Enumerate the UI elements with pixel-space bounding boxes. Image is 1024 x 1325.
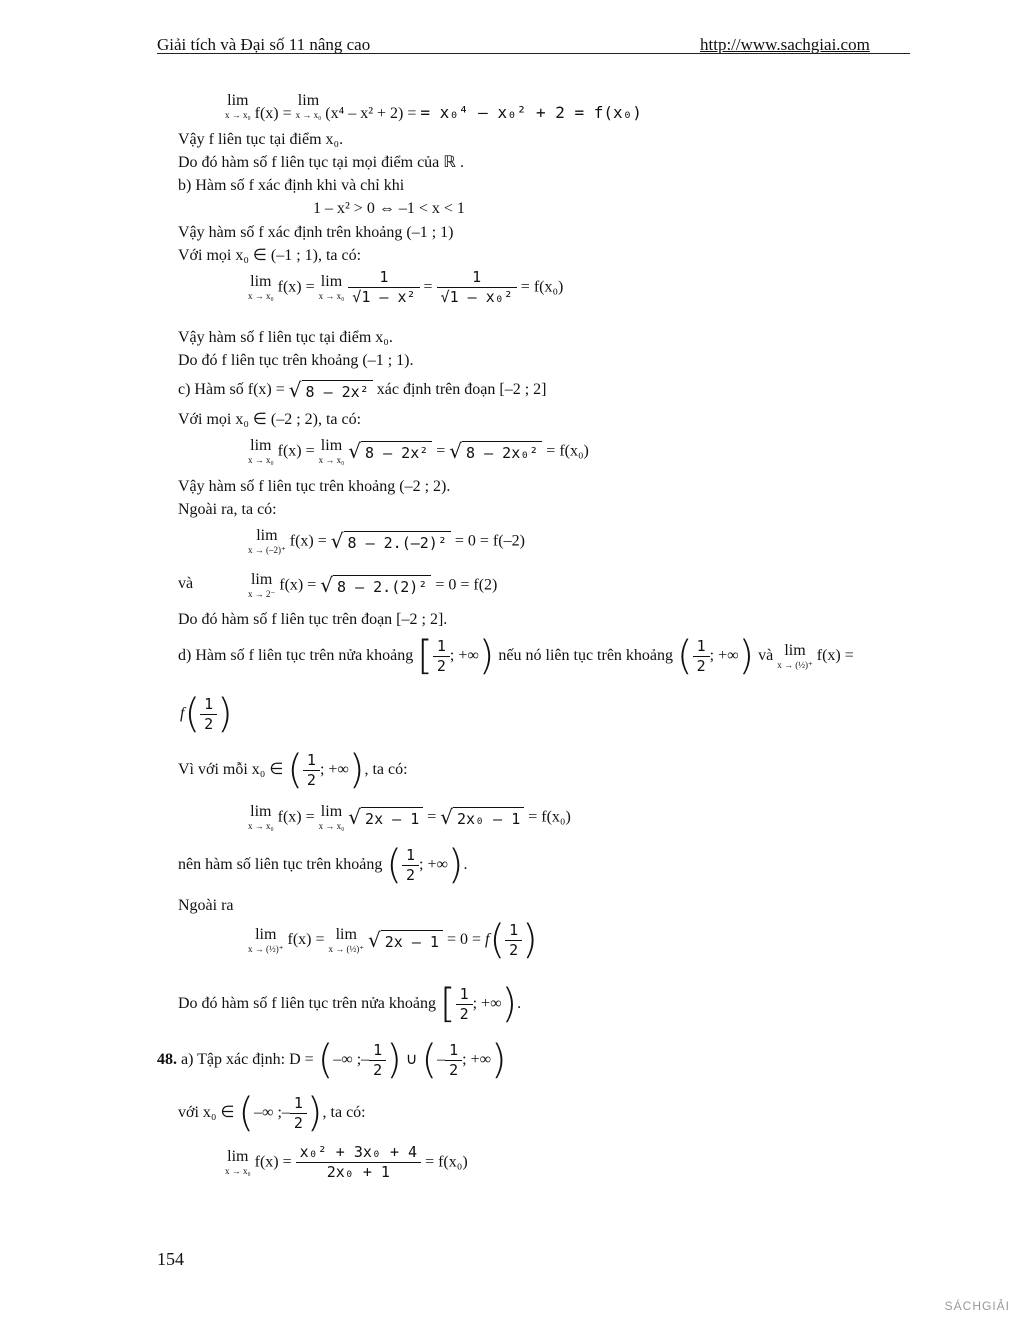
text-line: Ngoài ra <box>178 897 234 914</box>
text-line: Do đó hàm số f liên tục tại mọi điểm của ℝ . <box>178 154 464 171</box>
text-line: Vậy hàm số f xác định trên khoảng (–1 ; 1) <box>178 224 454 241</box>
limit-line-8: lim x → x₀ f(x) = $\frac{\text{x₀² + 3x₀ + 4}}{\text{2x₀ + 1}}$ = f(x₀) <box>225 1143 468 1181</box>
text-line: Do đó hàm số f liên tục trên nửa khoảng [ $\frac{1}{2}$ ; +∞). <box>178 981 522 1027</box>
text-line: c) Hàm số f(x) = √ 8 – 2x² xác định trên đoạn [–2 ; 2] <box>178 378 547 402</box>
limit-line-6: lim x → x₀ f(x) = lim x → x₀ √ 2x – 1 = √ 2x₀ – 1 = f(x₀) <box>248 803 571 831</box>
limit-line-1: lim x → x₀ f(x) = lim x → x₀ (x⁴ – x² + 2) = = x₀⁴ – x₀² + 2 = f(x₀) <box>225 92 642 122</box>
text-line: Ngoài ra, ta có: <box>178 501 277 518</box>
limit-line-3: lim x → x₀ f(x) = lim x → x₀ √ 8 – 2x² = √ 8 – 2x₀² = f(x₀) <box>248 437 589 465</box>
text-line: Do đó f liên tục trên khoảng (–1 ; 1). <box>178 352 414 369</box>
header-title: Giải tích và Đại số 11 nâng cao <box>157 35 371 54</box>
limit-line-7: lim x → (½)⁺ f(x) = lim x → (½)⁺ √ 2x – 1 = 0 = f( $\frac{1}{2}$ ) <box>248 917 538 963</box>
header-url[interactable]: http://www.sachgiai.com <box>700 35 870 54</box>
limit-line-5: lim x → 2⁻ f(x) = √ 8 – 2.(2)² = 0 = f(2) <box>248 571 498 599</box>
text-line: Vậy hàm số f liên tục tại điểm x₀. <box>178 329 393 346</box>
f-half: f( $\frac{1}{2}$ ) <box>180 691 233 737</box>
limit-line-4: lim x → (–2)⁺ f(x) = √ 8 – 2.(–2)² = 0 = f(–2) <box>248 527 525 555</box>
text-line: b) Hàm số f xác định khi và chỉ khi <box>178 177 405 194</box>
inequality-line: 1 – x² > 0 ⇔ –1 < x < 1 <box>313 200 465 217</box>
limit-line-2: lim x → x₀ f(x) = lim x → x₀ $\frac{1}{\text{√1 – x²}}$ = $\frac{1}{\text{√1 – x₀²}}$ = f(x₀) <box>248 268 564 306</box>
text-line-d: d) Hàm số f liên tục trên nửa khoảng [ $\frac{1}{2}$ ; +∞) nếu nó liên tục trên khoảng ( $\frac{1}{2}$ ; +∞) và lim x → (½)⁺ f(x) = <box>178 633 854 679</box>
page-number: 154 <box>157 1249 184 1269</box>
exercise-48-domain: 48. a) Tập xác định: D = (–∞ ;– $\frac{1}{2}$ ) ∪ (– $\frac{1}{2}$ ; +∞) <box>157 1037 507 1083</box>
text-line: Vậy hàm số f liên tục trên khoảng (–2 ; 2). <box>178 478 451 495</box>
text-line: Vì với mỗi x₀ ∈ ( $\frac{1}{2}$ ; +∞), ta có: <box>178 747 408 793</box>
text-line: Với mọi x₀ ∈ (–1 ; 1), ta có: <box>178 247 362 264</box>
text-line: Vậy f liên tục tại điểm x₀. <box>178 131 344 148</box>
text-line: Với mọi x₀ ∈ (–2 ; 2), ta có: <box>178 411 362 428</box>
watermark-logo: SÁCHGIẢI <box>944 1299 1010 1313</box>
text-line: Do đó hàm số f liên tục trên đoạn [–2 ; 2]. <box>178 611 448 628</box>
text-line: và <box>178 575 194 592</box>
header-rule <box>157 53 910 54</box>
text-line: nên hàm số liên tục trên khoảng ( $\frac{1}{2}$ ; +∞). <box>178 842 468 888</box>
text-line: với x₀ ∈ (–∞ ;– $\frac{1}{2}$ ), ta có: <box>178 1090 366 1136</box>
